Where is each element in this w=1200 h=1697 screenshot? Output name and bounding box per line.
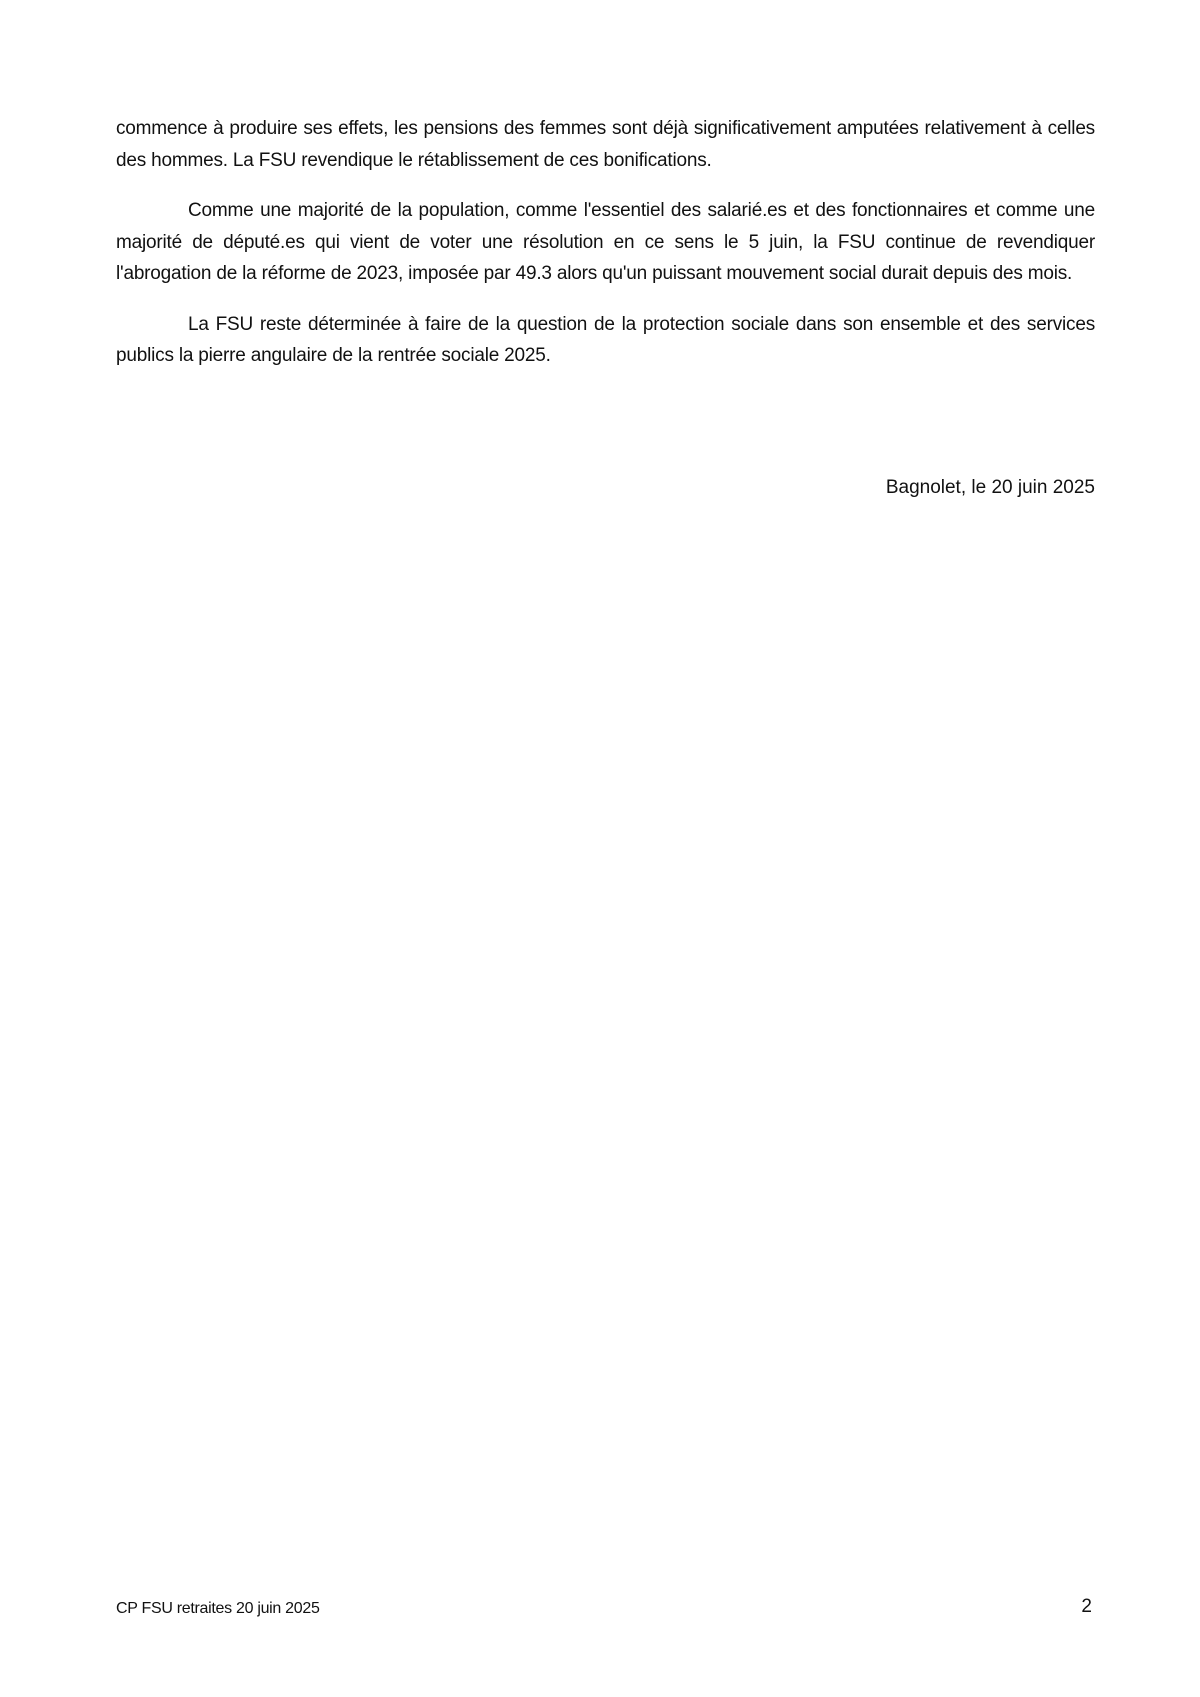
paragraph-abrogation: Comme une majorité de la population, comme l'essentiel des salarié.es et des fonctionnaires et comme une majorité de député.es qui vient de voter une résolution en ce sens le 5 juin, la FSU continue de revendiquer l'abrogation de la réforme de 2023, imposée par 49.3 alors qu'un puissant mouvement social durait depuis des mois. [116,200,1095,284]
place-date-signature: Bagnolet, le 20 juin 2025 [885,477,1095,498]
page-number: 2 [1081,1596,1092,1617]
paragraph-continuation: commence à produire ses effets, les pensions des femmes sont déjà significativement amputées relativement à celles des hommes. La FSU revendique le rétablissement de ces bonifications. [116,118,1095,171]
footer-text: CP FSU retraites 20 juin 2025 [116,1600,320,1617]
document-body [116,113,1095,391]
paragraph-protection-sociale: La FSU reste déterminée à faire de la question de la protection sociale dans son ensemble et des services publics la pierre angulaire de la rentrée sociale 2025. [116,313,1095,366]
